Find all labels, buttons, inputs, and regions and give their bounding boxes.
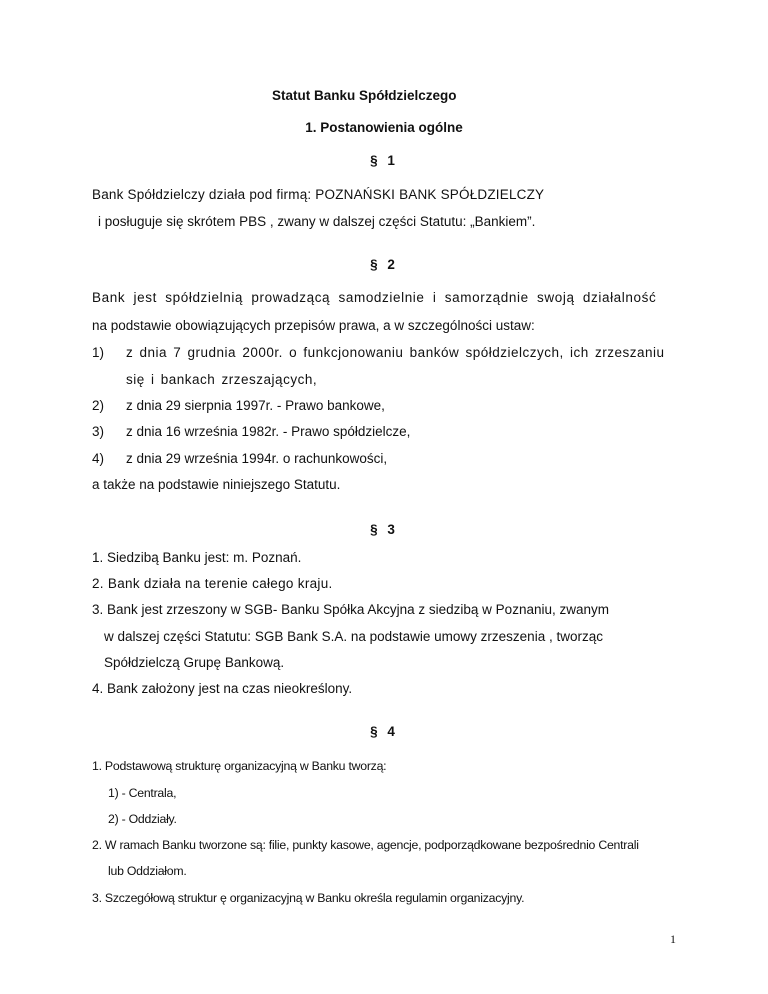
paragraph-2-closing: a także na podstawie niniejszego Statutu. bbox=[92, 477, 341, 492]
paragraph-3-item-1: 1. Siedzibą Banku jest: m. Poznań. bbox=[92, 550, 302, 565]
paragraph-2-label: § 2 bbox=[370, 257, 398, 272]
page-number: 1 bbox=[670, 932, 676, 946]
paragraph-1-line-2: i posługuje się skrótem PBS , zwany w dalszej części Statutu: „Bankiem”. bbox=[98, 214, 536, 229]
list-item-number: 2) bbox=[92, 398, 105, 413]
list-item-continuation: się i bankach zrzeszających, bbox=[126, 372, 318, 387]
paragraph-3-item-2: 2. Bank działa na terenie całego kraju. bbox=[92, 576, 333, 591]
paragraph-4-subitem-1: 1) - Centrala, bbox=[108, 786, 177, 800]
paragraph-1-line-1: Bank Spółdzielczy działa pod firmą: POZNAŃSKI BANK SPÓŁDZIELCZY bbox=[92, 187, 545, 202]
list-item bbox=[92, 451, 387, 466]
list-item-number: 3) bbox=[92, 424, 105, 439]
paragraph-1-label: § 1 bbox=[370, 153, 398, 168]
list-item-number: 4) bbox=[92, 451, 105, 466]
section-heading: 1. Postanowienia ogólne bbox=[305, 120, 463, 135]
paragraph-2-line-1: Bank jest spółdzielnią prowadzącą samodzielnie i samorządnie swoją działalność bbox=[92, 290, 657, 305]
list-item bbox=[92, 345, 665, 360]
list-item-number: 1) bbox=[92, 345, 105, 360]
list-item-text: z dnia 29 sierpnia 1997r. - Prawo bankowe, bbox=[126, 398, 385, 413]
paragraph-3-item-3-line-2: w dalszej części Statutu: SGB Bank S.A. na podstawie umowy zrzeszenia , tworząc bbox=[104, 629, 603, 644]
paragraph-3-item-4: 4. Bank założony jest na czas nieokreślony. bbox=[92, 681, 353, 696]
list-item bbox=[92, 398, 385, 413]
paragraph-4-item-2-line-2: lub Oddziałom. bbox=[108, 864, 187, 878]
paragraph-4-item-1: 1. Podstawową strukturę organizacyjną w Banku tworzą: bbox=[92, 759, 387, 773]
paragraph-4-subitem-2: 2) - Oddziały. bbox=[108, 812, 177, 826]
paragraph-4-item-3: 3. Szczegółową struktur ę organizacyjną w Banku określa regulamin organizacyjny. bbox=[92, 891, 525, 905]
list-item bbox=[92, 424, 410, 439]
paragraph-3-item-3-line-1: 3. Bank jest zrzeszony w SGB- Banku Spółka Akcyjna z siedzibą w Poznaniu, zwanym bbox=[92, 602, 609, 617]
paragraph-4-item-2-line-1: 2. W ramach Banku tworzone są: filie, punkty kasowe, agencje, podporządkowane bezpośrednio Centrali bbox=[92, 838, 639, 852]
list-item-text: z dnia 29 września 1994r. o rachunkowości, bbox=[126, 451, 388, 466]
list-item-text: z dnia 16 września 1982r. - Prawo spółdzielcze, bbox=[126, 424, 411, 439]
list-item-text: z dnia 7 grudnia 2000r. o funkcjonowaniu banków spółdzielczych, ich zrzeszaniu bbox=[126, 345, 665, 360]
paragraph-2-line-2: na podstawie obowiązujących przepisów prawa, a w szczególności ustaw: bbox=[92, 318, 535, 333]
document-title: Statut Banku Spółdzielczego bbox=[272, 88, 457, 103]
paragraph-4-label: § 4 bbox=[370, 724, 398, 739]
paragraph-3-label: § 3 bbox=[370, 522, 398, 537]
paragraph-3-item-3-line-3: Spółdzielczą Grupę Bankową. bbox=[104, 655, 285, 670]
